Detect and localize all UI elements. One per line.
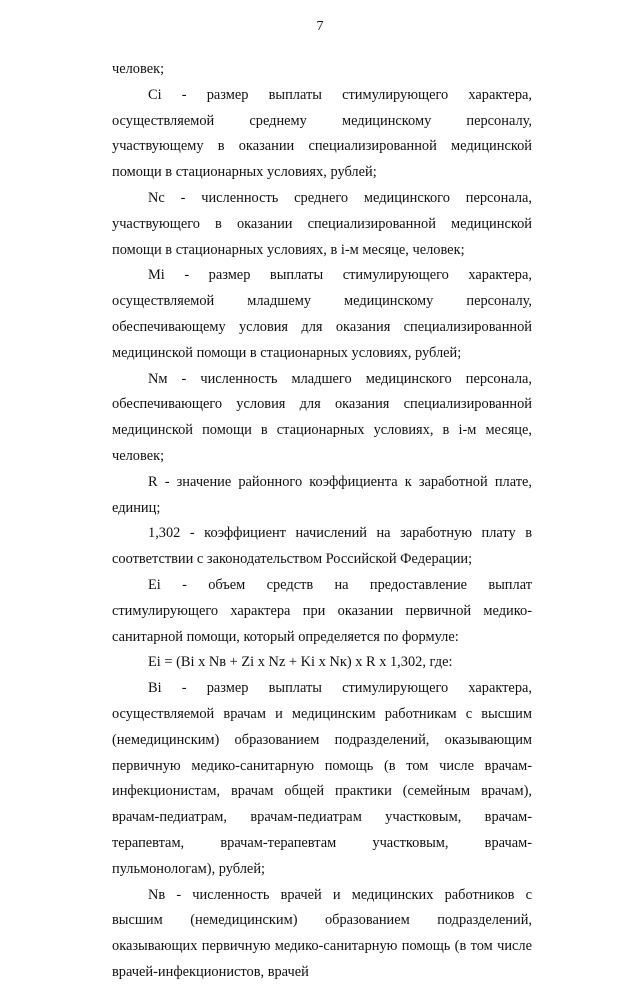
paragraph-bi-definition: Bi - размер выплаты стимулирующего характера, осуществляемой врачам и медицинским работникам с высшим (немедицинским) образованием подразделений, оказывающим первичную медико-санитарную помощь (в том числе врачам-инфекционистам, врачам общей практики (семейным врачам), врачам-педиатрам, врачам-педиатрам участковым, врачам-терапевтам, врачам-терапевтам участковым, врачам-пульмонологам), рублей;: [112, 680, 532, 877]
document-body: [112, 57, 532, 986]
paragraph-mi-definition: Mi - размер выплаты стимулирующего характера, осуществляемой младшему медицинскому персоналу, обеспечивающему условия для оказания специализированной медицинской помощи в стационарных условиях, рублей;: [112, 267, 532, 361]
paragraph-ei-definition: Ei - объем средств на предоставление выплат стимулирующего характера при оказании первичной медико-санитарной помощи, который определяется по формуле:: [112, 576, 532, 645]
paragraph-nm-definition: Nм - численность младшего медицинского персонала, обеспечивающего условия для оказания специализированной медицинской помощи в стационарных условиях, в i-м месяце, человек;: [112, 370, 532, 464]
paragraph-nc-definition: Nс - численность среднего медицинского персонала, участвующего в оказании специализированной медицинской помощи в стационарных условиях, в i-м месяце, человек;: [112, 189, 532, 258]
paragraph-ci-definition: Ci - размер выплаты стимулирующего характера, осуществляемой среднему медицинскому персоналу, участвующему в оказании специализированной медицинской помощи в стационарных условиях, рублей;: [112, 86, 532, 181]
paragraph-r-definition: R - значение районного коэффициента к заработной плате, единиц;: [112, 473, 532, 516]
formula-ei: Ei = (Bi x Nв + Zi x Nz + Ki x Nк) x R x 1,302, где:: [148, 654, 453, 671]
paragraph-continuation: человек;: [112, 61, 165, 77]
paragraph-coefficient-definition: 1,302 - коэффициент начислений на заработную плату в соответствии с законодательством Российской Федерации;: [112, 525, 532, 568]
page-number: 7: [316, 19, 324, 34]
paragraph-nv-definition: Nв - численность врачей и медицинских работников с высшим (немедицинским) образованием подразделений, оказывающих первичную медико-санитарную помощь (в том числе врачей-инфекционистов, врачей: [112, 886, 532, 980]
